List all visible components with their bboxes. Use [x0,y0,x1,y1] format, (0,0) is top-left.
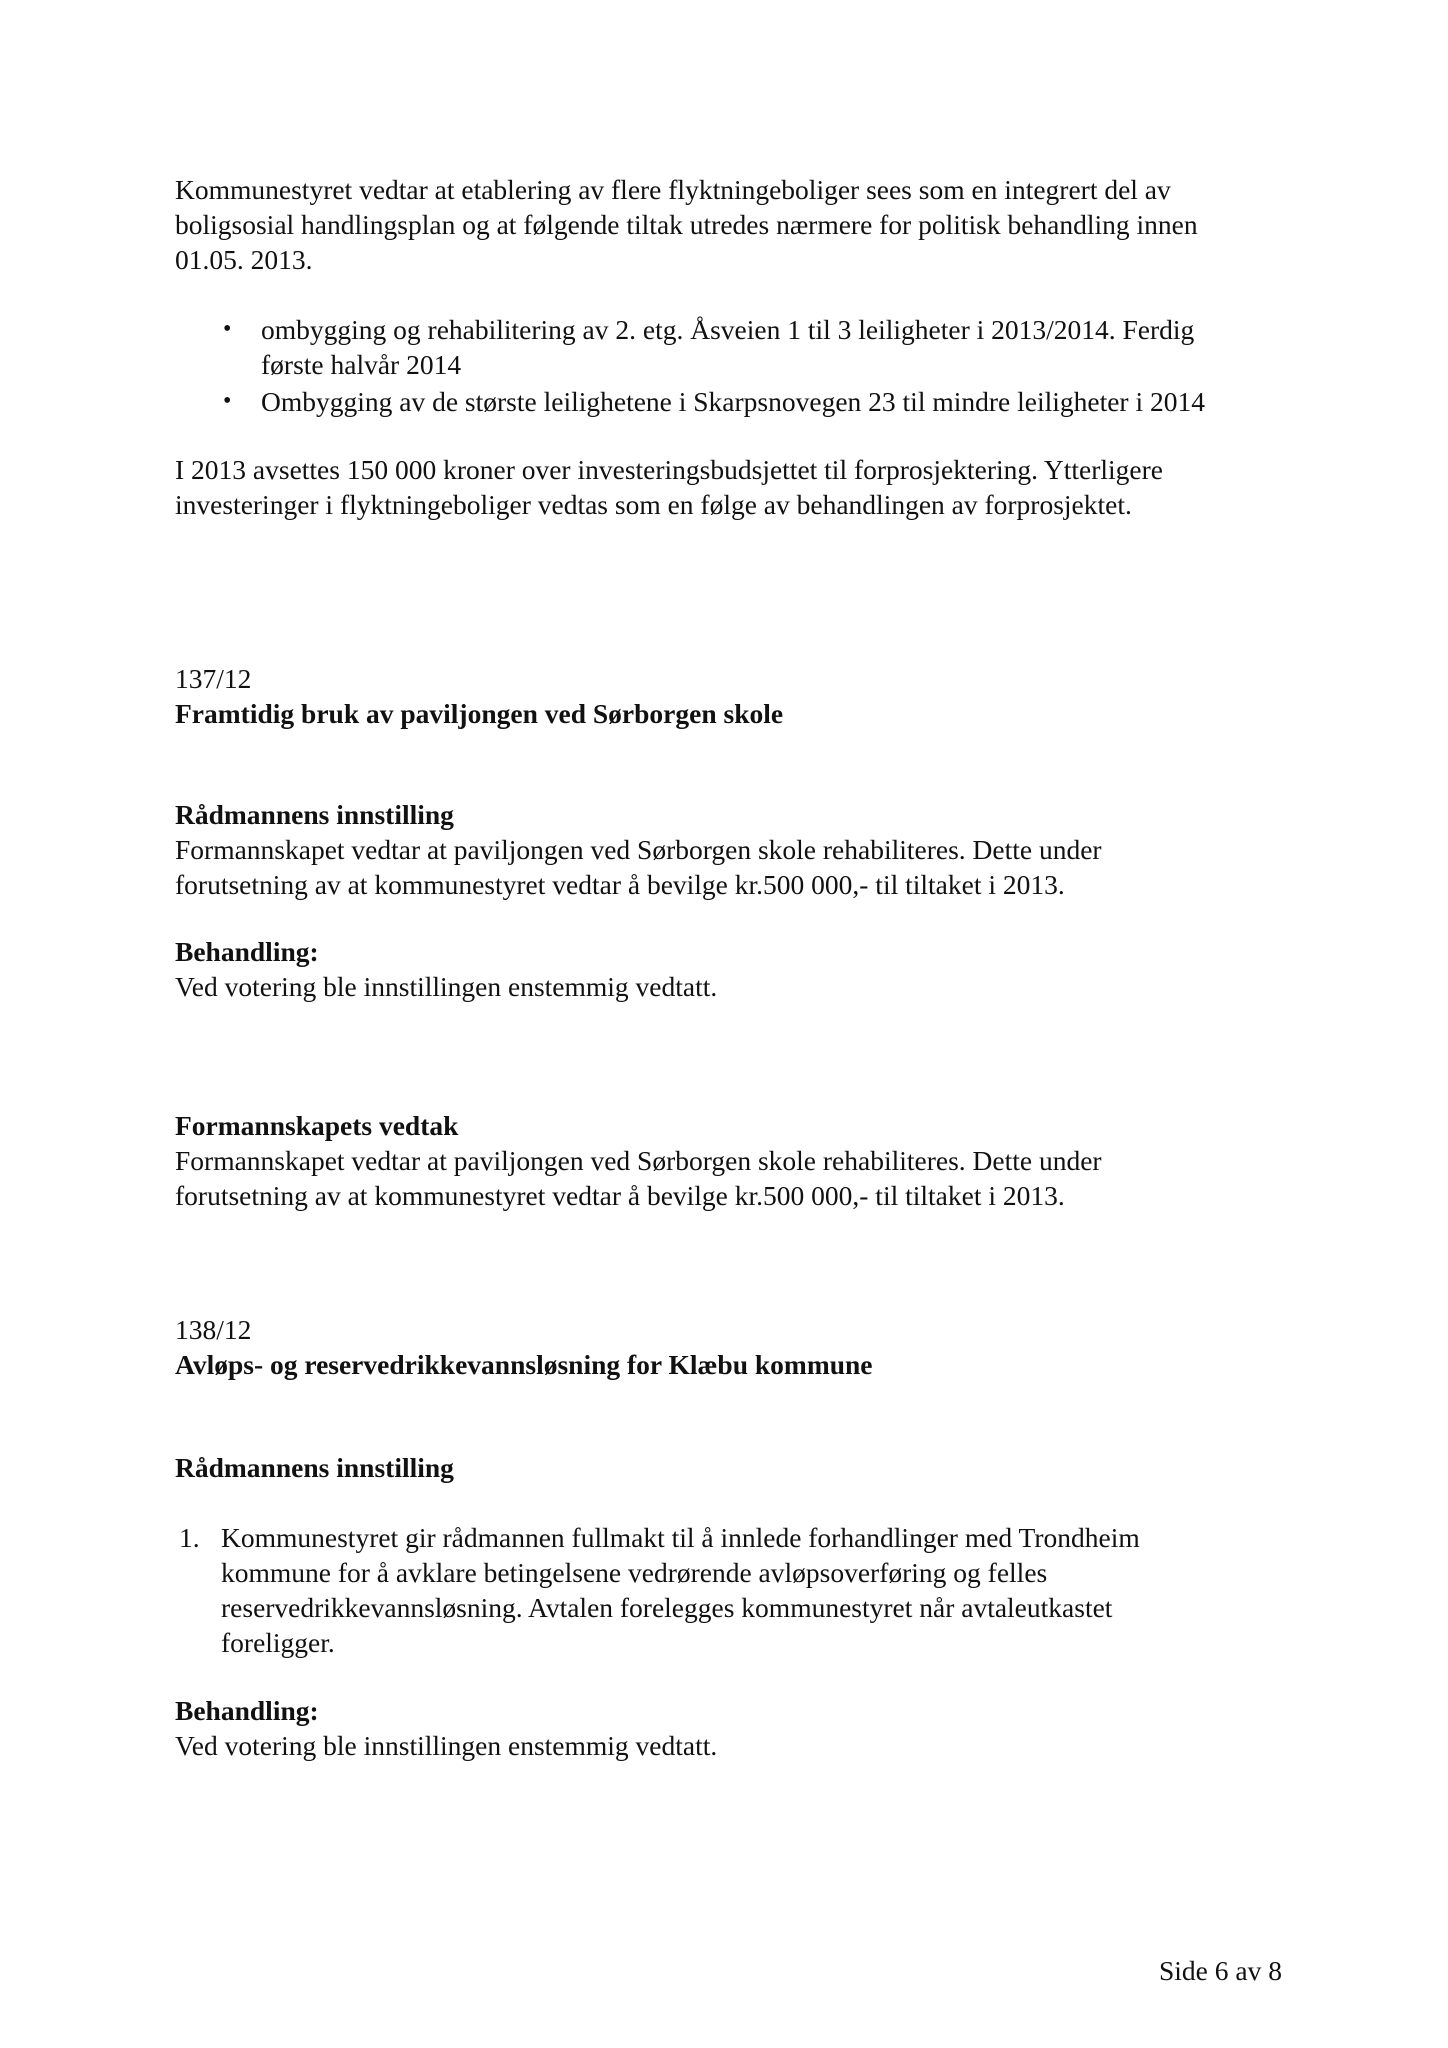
intro-line: Kommunestyret vedtar at etablering av flere flyktningeboliger sees som en integrert del av [175,174,1171,205]
list-item-line: Kommunestyret gir rådmannen fullmakt til å innlede forhandlinger med Trondheim [221,1522,1140,1553]
decision-heading: Formannskapets vedtak [175,1110,459,1141]
decision-line: forutsetning av at kommunestyret vedtar å bevilge kr.500 000,- til tiltaket i 2013. [175,1180,1065,1211]
list-item-line: kommune for å avklare betingelsene vedrørende avløpsoverføring og felles [221,1557,1048,1588]
list-item-line: reservedrikkevannsløsning. Avtalen forelegges kommunestyret når avtaleutkastet [221,1592,1113,1623]
decision-line: Formannskapet vedtar at paviljongen ved Sørborgen skole rehabiliteres. Dette under [175,1145,1102,1176]
bullet-text: ombygging og rehabilitering av 2. etg. Åsveien 1 til 3 leiligheter i 2013/2014. Ferdig [261,314,1195,345]
closing-line: investeringer i flyktningeboliger vedtas som en følge av behandlingen av forprosjektet. [175,489,1132,520]
case-number: 138/12 [175,1314,252,1345]
recommendation-line: forutsetning av at kommunestyret vedtar å bevilge kr.500 000,- til tiltaket i 2013. [175,869,1065,900]
bullet-text: første halvår 2014 [261,349,462,380]
treatment-heading: Behandling: [175,936,319,967]
bullet-text: Ombygging av de største leilighetene i Skarpsnovegen 23 til mindre leiligheter i 2014 [261,386,1205,417]
treatment-text: Ved votering ble innstillingen enstemmig vedtatt. [175,971,718,1002]
page-number: Side 6 av 8 [1159,1955,1282,1986]
treatment-text: Ved votering ble innstillingen enstemmig vedtatt. [175,1730,718,1761]
case-title: Framtidig bruk av paviljongen ved Sørborgen skole [175,698,784,729]
recommendation-line: Formannskapet vedtar at paviljongen ved Sørborgen skole rehabiliteres. Dette under [175,834,1102,865]
case-number: 137/12 [175,663,252,694]
list-item-line: foreligger. [221,1627,335,1658]
intro-line: 01.05. 2013. [175,244,313,275]
intro-line: boligsosial handlingsplan og at følgende tiltak utredes nærmere for politisk behandling innen [175,209,1198,240]
recommendation-heading: Rådmannens innstilling [175,799,454,830]
treatment-heading: Behandling: [175,1695,319,1726]
case-title: Avløps- og reservedrikkevannsløsning for Klæbu kommune [175,1349,873,1380]
recommendation-heading: Rådmannens innstilling [175,1452,454,1483]
bullet-icon: • [223,388,232,414]
bullet-icon: • [223,316,232,342]
closing-line: I 2013 avsettes 150 000 kroner over investeringsbudsjettet til forprosjektering. Ytterligere [175,454,1163,485]
list-number: 1. [179,1522,200,1553]
